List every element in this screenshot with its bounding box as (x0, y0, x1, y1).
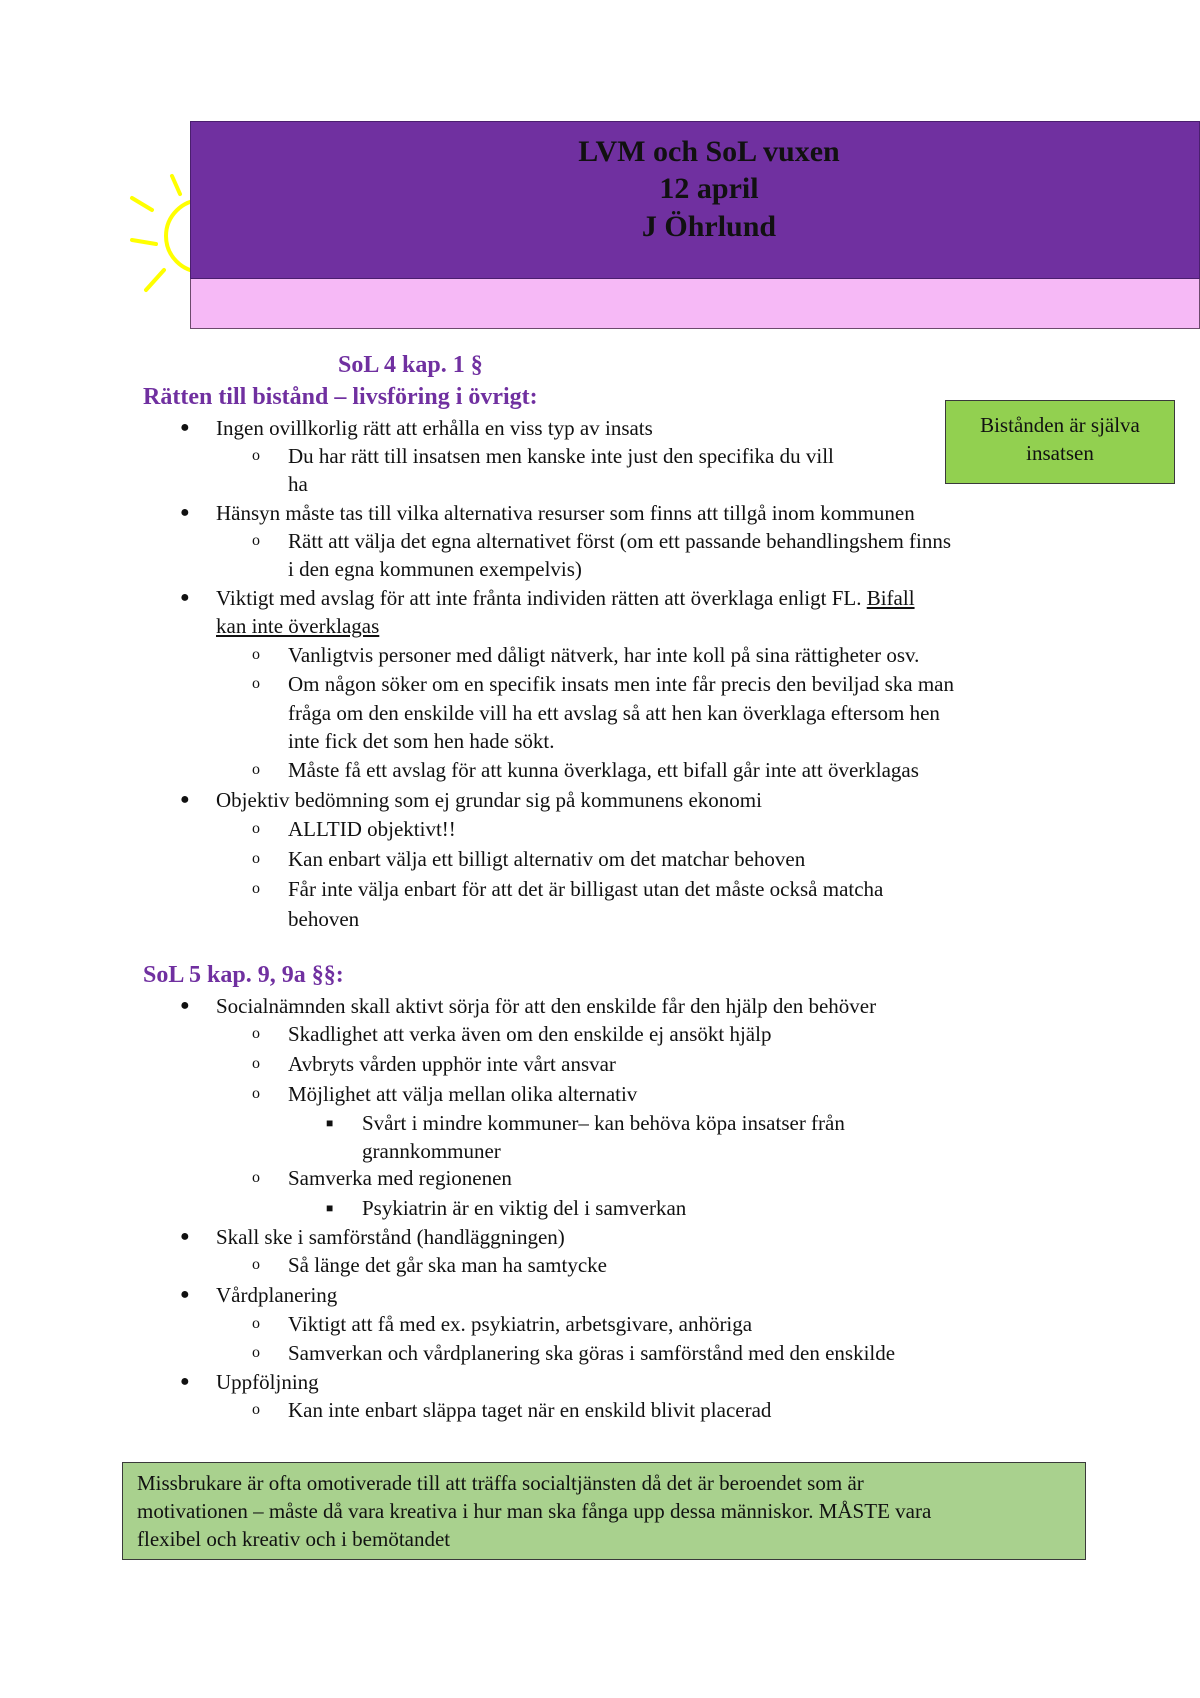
list-item-text: Viktigt med avslag för att inte frånta individen rätten att överklaga enligt FL. (216, 586, 862, 610)
bullet-circle-icon: o (252, 850, 260, 867)
list-item: Rätt att välja det egna alternativet först (om ett passande behandlingshem finns (288, 529, 952, 553)
section2-heading: SoL 5 kap. 9, 9a §§: (143, 962, 344, 988)
bullet-dot-icon: ● (180, 1373, 190, 1390)
bullet-dot-icon: ● (180, 997, 190, 1014)
list-item: Avbryts vården upphör inte vårt ansvar (288, 1052, 616, 1076)
bullet-dot-icon: ● (180, 791, 190, 808)
note-line: flexibel och kreativ och i bemötandet (137, 1527, 451, 1551)
bullet-circle-icon: o (252, 1315, 260, 1332)
document-author: J Öhrlund (641, 210, 777, 243)
list-item-continuation: inte fick det som hen hade sökt. (288, 729, 555, 753)
list-item: Möjlighet att välja mellan olika alternativ (288, 1082, 638, 1106)
list-item: Kan inte enbart släppa taget när en enskild blivit placerad (288, 1398, 772, 1422)
bullet-circle-icon: o (252, 1025, 260, 1042)
note-line: Missbrukare är ofta omotiverade till att träffa socialtjänsten då det är beroendet som är (137, 1471, 864, 1495)
list-item: Får inte välja enbart för att det är billigast utan det måste också matcha (288, 877, 884, 901)
callout-line: insatsen (1026, 441, 1094, 465)
list-item: Uppföljning (216, 1370, 319, 1394)
list-item: Hänsyn måste tas till vilka alternativa resurser som finns att tillgå inom kommunen (216, 501, 915, 525)
bullet-circle-icon: o (252, 1401, 260, 1418)
bullet-circle-icon: o (252, 1344, 260, 1361)
list-item: Måste få ett avslag för att kunna överklaga, ett bifall går inte att överklagas (288, 758, 919, 782)
list-item-continuation: ha (288, 472, 308, 496)
bullet-dot-icon: ● (180, 589, 190, 606)
note-box (122, 1462, 1086, 1560)
list-item: Kan enbart välja ett billigt alternativ om det matchar behoven (288, 847, 806, 871)
title-banner-bottom (190, 279, 1200, 329)
list-item: Skall ske i samförstånd (handläggningen) (216, 1225, 565, 1249)
list-item-continuation: grannkommuner (362, 1139, 501, 1163)
callout-line: Bistånden är själva (980, 413, 1140, 437)
bullet-circle-icon: o (252, 447, 260, 464)
bullet-dot-icon: ● (180, 1228, 190, 1245)
list-item: Så länge det går ska man ha samtycke (288, 1253, 607, 1277)
bullet-dot-icon: ● (180, 419, 190, 436)
note-line: motivationen – måste då vara kreativa i hur man ska fånga upp dessa människor. MÅSTE vara (137, 1499, 932, 1523)
list-item: Ingen ovillkorlig rätt att erhålla en viss typ av insats (216, 416, 653, 440)
bullet-circle-icon: o (252, 880, 260, 897)
bullet-circle-icon: o (252, 646, 260, 663)
list-item: ALLTID objektivt!! (288, 817, 456, 841)
list-item-continuation: behoven (288, 907, 360, 931)
list-item: Objektiv bedömning som ej grundar sig på kommunens ekonomi (216, 788, 762, 812)
bullet-circle-icon: o (252, 761, 260, 778)
list-item: Psykiatrin är en viktig del i samverkan (362, 1196, 687, 1220)
bullet-circle-icon: o (252, 532, 260, 549)
list-item: Viktigt att få med ex. psykiatrin, arbetsgivare, anhöriga (288, 1312, 753, 1336)
title-banner (190, 121, 1200, 329)
bullet-circle-icon: o (252, 1085, 260, 1102)
list-item: Du har rätt till insatsen men kanske inte just den specifika du vill (288, 444, 834, 468)
bullet-circle-icon: o (252, 675, 260, 692)
list-item: Socialnämnden skall aktivt sörja för att den enskilde får den hjälp den behöver (216, 994, 877, 1018)
bullet-circle-icon: o (252, 820, 260, 837)
bullet-dot-icon: ● (180, 1286, 190, 1303)
list-item: Vanligtvis personer med dåligt nätverk, har inte koll på sina rättigheter osv. (288, 643, 920, 667)
list-item (216, 584, 915, 612)
list-item-continuation: fråga om den enskilde vill ha ett avslag så att hen kan överklaga eftersom hen (288, 701, 940, 725)
list-item: Samverkan och vårdplanering ska göras i samförstånd med den enskilde (288, 1341, 896, 1365)
document-date: 12 april (659, 172, 759, 205)
list-item-continuation: i den egna kommunen exempelvis) (288, 557, 582, 581)
list-item: Svårt i mindre kommuner– kan behöva köpa insatser från (362, 1111, 845, 1135)
list-item: Samverka med regionenen (288, 1166, 512, 1190)
document-title: LVM och SoL vuxen (578, 135, 840, 168)
section1-ref-heading: SoL 4 kap. 1 § (338, 352, 483, 378)
bullet-circle-icon: o (252, 1169, 260, 1186)
bullet-square-icon: ■ (326, 1201, 334, 1215)
bullet-dot-icon: ● (180, 504, 190, 521)
list-item: Om någon söker om en specifik insats men inte får precis den beviljad ska man (288, 672, 954, 696)
bullet-square-icon: ■ (326, 1116, 334, 1130)
list-item: Vårdplanering (216, 1283, 338, 1307)
underlined-text: kan inte överklagas (216, 614, 380, 638)
list-item: Skadlighet att verka även om den enskilde ej ansökt hjälp (288, 1022, 772, 1046)
section1-title-heading: Rätten till bistånd – livsföring i övrigt: (143, 384, 538, 410)
underlined-text: Bifall (866, 586, 915, 610)
bullet-circle-icon: o (252, 1055, 260, 1072)
callout-box (945, 400, 1175, 484)
bullet-circle-icon: o (252, 1256, 260, 1273)
